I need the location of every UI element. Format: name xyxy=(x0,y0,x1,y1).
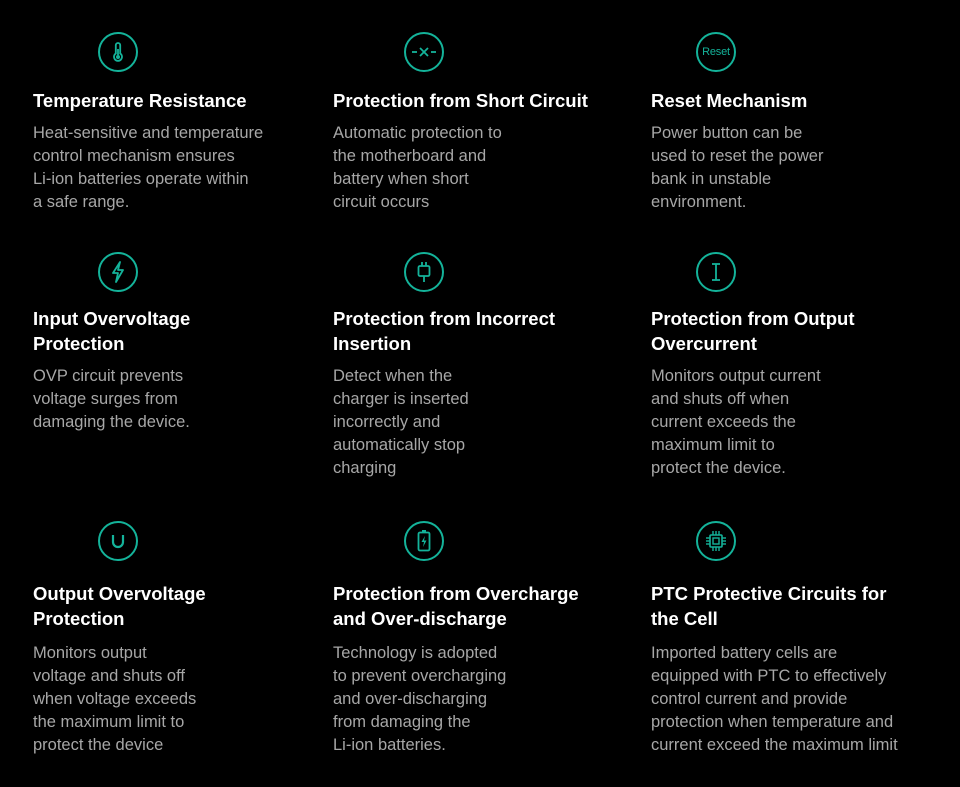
reset-icon-label: Reset xyxy=(702,46,730,58)
feature-title: Input Overvoltage Protection xyxy=(33,308,191,354)
current-icon xyxy=(696,252,736,292)
plug-icon xyxy=(404,252,444,292)
feature-title: Protection from Overcharge and Over-discharge xyxy=(333,583,579,629)
feature-title: Protection from Short Circuit xyxy=(333,90,588,111)
feature-description: OVP circuit prevents voltage surges from damaging the device. xyxy=(33,367,190,431)
feature-title: PTC Protective Circuits for the Cell xyxy=(651,583,887,629)
feature-description: Monitors output voltage and shuts off when voltage exceeds the maximum limit to protect the device xyxy=(33,644,197,754)
feature-title: Temperature Resistance xyxy=(33,90,247,111)
feature-description: Automatic protection to the motherboard and battery when short circuit occurs xyxy=(333,124,502,211)
reset-icon xyxy=(696,32,736,72)
feature-description: Imported battery cells are equipped with PTC to effectively control current and provide protection when temperature and current exceed the maximum limit xyxy=(651,644,898,754)
feature-title: Reset Mechanism xyxy=(651,90,808,111)
thermometer-icon xyxy=(98,32,138,72)
feature-description: Detect when the charger is inserted incorrectly and automatically stop charging xyxy=(333,367,469,477)
feature-description: Monitors output current and shuts off when current exceeds the maximum limit to protect the device. xyxy=(651,367,821,477)
chip-icon xyxy=(696,521,736,561)
feature-description: Heat-sensitive and temperature control mechanism ensures Li-ion batteries operate within a safe range. xyxy=(33,124,264,211)
lightning-icon xyxy=(98,252,138,292)
feature-title: Protection from Output Overcurrent xyxy=(651,308,855,354)
battery-charging-icon xyxy=(404,521,444,561)
feature-title: Output Overvoltage Protection xyxy=(33,583,206,629)
feature-description: Technology is adopted to prevent overcharging and over-discharging from damaging the Li-ion batteries. xyxy=(333,644,507,754)
short-circuit-icon xyxy=(404,32,444,72)
feature-title: Protection from Incorrect Insertion xyxy=(333,308,556,354)
magnet-icon xyxy=(98,521,138,561)
feature-description: Power button can be used to reset the power bank in unstable environment. xyxy=(651,124,824,211)
